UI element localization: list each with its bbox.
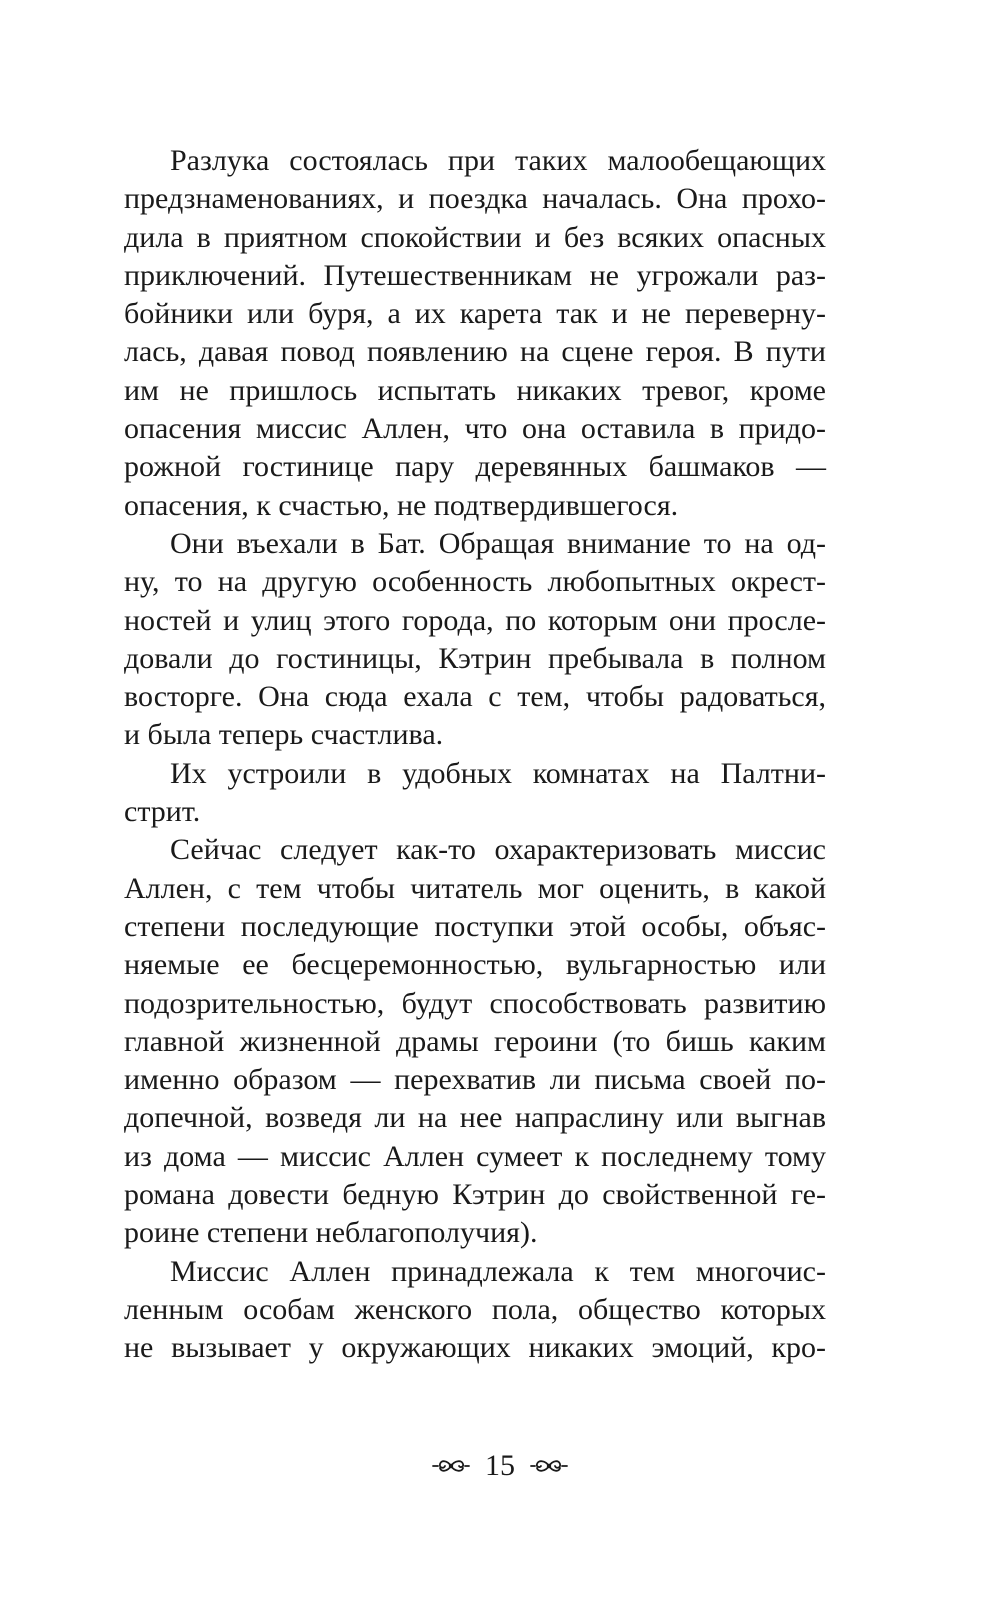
text-line: ностей и улиц этого города, по которым они просле- — [124, 603, 826, 637]
text-line: стрит. — [124, 795, 201, 829]
text-line: приключений. Путешественникам не угрожали раз- — [124, 258, 826, 292]
text-line: роине степени неблагополучия). — [124, 1216, 538, 1250]
text-line: Сейчас следует как-то охарактеризовать миссис — [170, 833, 826, 867]
body-text — [124, 142, 826, 1368]
text-line: не вызывает у окружающих никаких эмоций, кро- — [124, 1331, 826, 1365]
fleuron-right-icon — [529, 1454, 569, 1478]
text-line: бойники или буря, а их карета так и не переверну- — [124, 297, 826, 331]
text-line: ленным особам женского пола, общество которых — [124, 1292, 826, 1326]
text-line: няемые ее бесцеремонностью, вульгарностью или — [124, 948, 826, 982]
text-line: ну, то на другую особенность любопытных окрест- — [124, 565, 826, 599]
text-line: Миссис Аллен принадлежала к тем многочис- — [170, 1254, 826, 1288]
fleuron-left-icon — [431, 1454, 471, 1478]
text-line: романа довести бедную Кэтрин до свойственной ге- — [124, 1178, 826, 1212]
text-line: именно образом — перехватив ли письма своей по- — [124, 1063, 826, 1097]
text-line: им не пришлось испытать никаких тревог, кроме — [124, 373, 826, 407]
page-number: 15 — [485, 1449, 515, 1482]
text-line: предзнаменованиях, и поездка началась. Она прохо- — [124, 182, 826, 216]
text-line: главной жизненной драмы героини (то бишь каким — [124, 1024, 826, 1058]
text-line: допечной, возведя ли на нее напраслину или выгнав — [124, 1101, 826, 1135]
text-line: степени последующие поступки этой особы, объяс- — [124, 909, 826, 943]
text-line: из дома — миссис Аллен сумеет к последнему тому — [124, 1139, 826, 1173]
text-line: опасения миссис Аллен, что она оставила в придо- — [124, 412, 826, 446]
text-line: Разлука состоялась при таких малообещающих — [170, 144, 826, 177]
text-line: и была теперь счастлива. — [124, 718, 444, 752]
text-line: довали до гостиницы, Кэтрин пребывала в полном — [124, 641, 826, 675]
text-line: восторге. Она сюда ехала с тем, чтобы радоваться, — [124, 680, 826, 714]
text-line: рожной гостинице пару деревянных башмаков — — [124, 450, 826, 484]
text-line: Они въехали в Бат. Обращая внимание то на од- — [170, 526, 826, 560]
page-footer — [0, 1446, 1000, 1486]
text-line: Их устроили в удобных комнатах на Палтни- — [170, 756, 826, 790]
text-line: опасения, к счастью, не подтвердившегося. — [124, 488, 679, 522]
text-line: подозрительностью, будут способствовать развитию — [124, 986, 826, 1020]
text-line: дила в приятном спокойствии и без всяких опасных — [124, 220, 826, 254]
text-line: лась, давая повод появлению на сцене героя. В пути — [124, 335, 826, 369]
text-line: Аллен, с тем чтобы читатель мог оценить, в какой — [124, 871, 826, 905]
